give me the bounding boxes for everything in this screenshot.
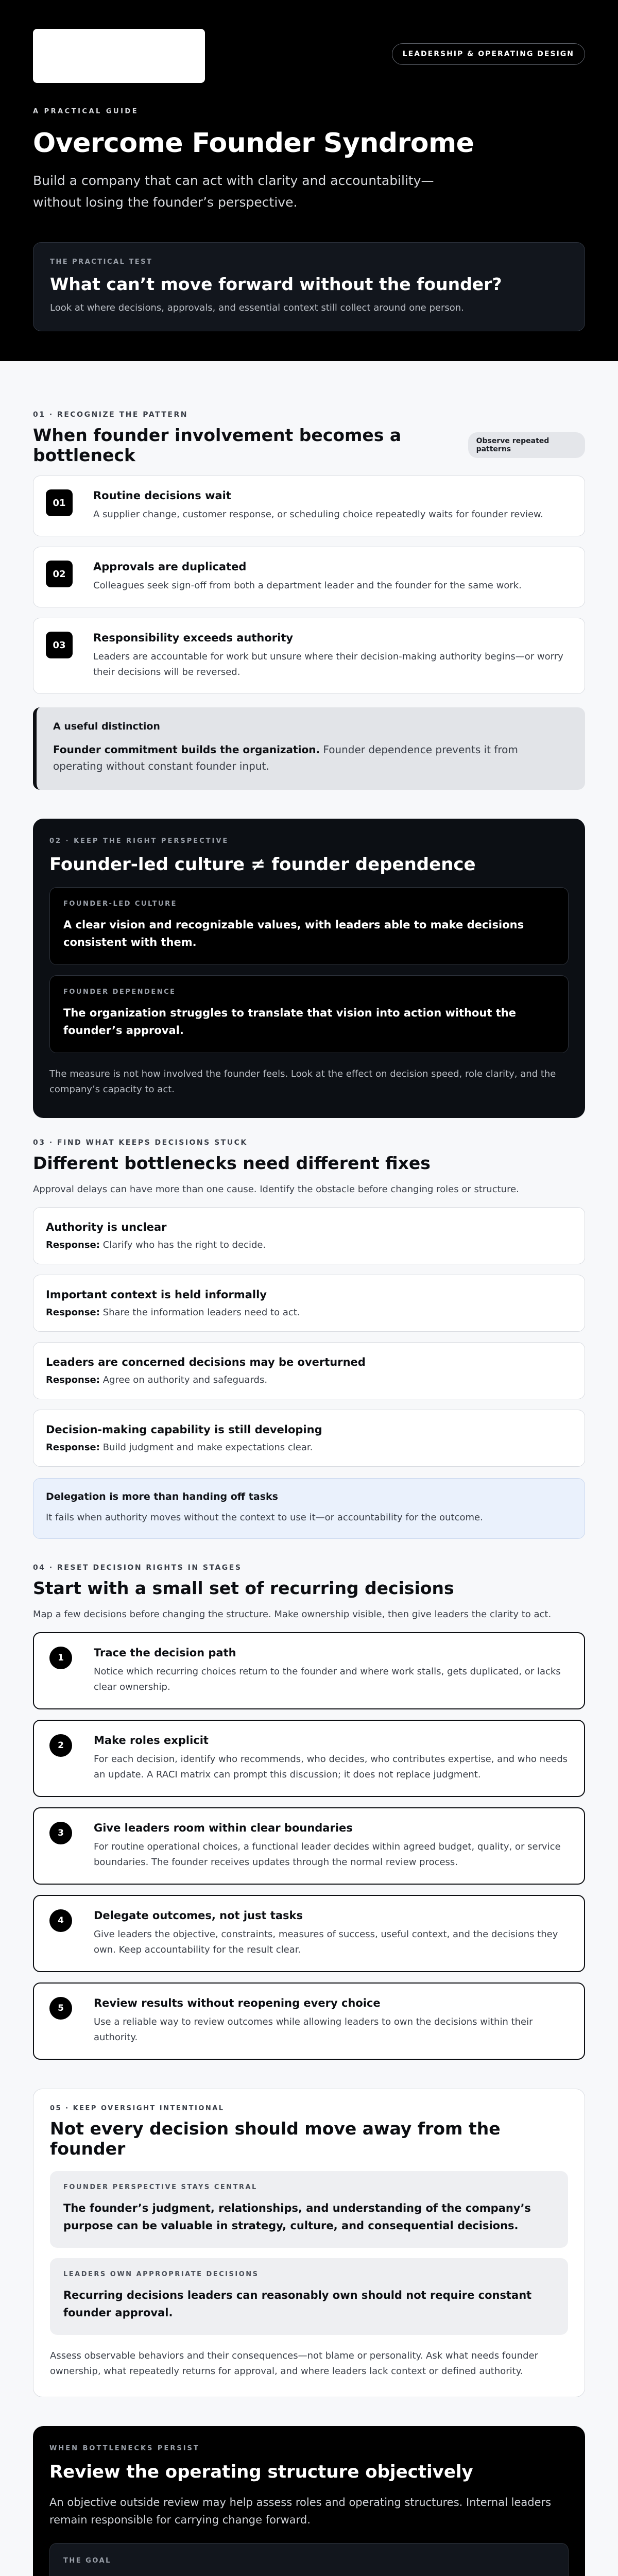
section-title: Different bottlenecks need different fixes: [33, 1153, 431, 1173]
response-label: Response:: [46, 1307, 100, 1318]
bottleneck-title: Leaders are concerned decisions may be overturned: [46, 1356, 366, 1368]
founder-perspective-eyebrow: FOUNDER PERSPECTIVE STAYS CENTRAL: [63, 2183, 258, 2191]
pattern-title: Routine decisions wait: [93, 489, 231, 502]
callout-bold: Founder commitment builds the organization.: [53, 743, 320, 756]
distinction-callout: [33, 707, 585, 790]
step-number: 5: [49, 1997, 72, 2020]
main-content: [0, 361, 618, 2576]
pattern-body: [93, 561, 522, 594]
practical-test-card: [33, 242, 585, 331]
response-label: Response:: [46, 1375, 100, 1385]
pattern-number: 01: [46, 489, 73, 516]
hero: [0, 0, 618, 361]
section-title: Not every decision should move away from the founder: [50, 2119, 501, 2159]
section-keep-perspective: [33, 819, 585, 1118]
bottleneck-title: Important context is held informally: [46, 1289, 267, 1301]
step-number: 3: [49, 1822, 72, 1844]
step-title: Give leaders room within clear boundaries: [94, 1822, 353, 1834]
step-title: Trace the decision path: [94, 1647, 236, 1659]
logo-placeholder: [33, 29, 205, 83]
step-text: Notice which recurring choices return to the founder and where work stalls, gets duplicated, or lacks clear ownership.: [94, 1666, 561, 1692]
callout-text: It fails when authority moves without the context to use it—or accountability for the outcome.: [46, 1512, 483, 1523]
response-text: Build judgment and make expectations clear.: [99, 1442, 313, 1453]
step-card: [33, 1895, 585, 1972]
section-eyebrow: 05 · KEEP OVERSIGHT INTENTIONAL: [50, 2105, 225, 2112]
goal-eyebrow: THE GOAL: [63, 2557, 111, 2565]
practical-test-title: What can’t move forward without the founder?: [50, 274, 502, 294]
goal-card: [49, 2543, 569, 2576]
step-body: [94, 1734, 572, 1783]
delegation-callout: [33, 1478, 585, 1539]
pattern-text: Leaders are accountable for work but unsure where their decision-making authority begins—or worry their decisions will be reversed.: [93, 651, 563, 677]
section-title: When founder involvement becomes a bottleneck: [33, 425, 402, 465]
step-text: Give leaders the objective, constraints, measures of success, useful context, and the decisions they own. Keep accountability for the result clear.: [94, 1929, 558, 1955]
step-card: [33, 1982, 585, 2060]
section-text: An objective outside review may help assess roles and operating structures. Internal leaders remain responsible for carrying change forward.: [49, 2496, 552, 2526]
step-number: 2: [49, 1734, 72, 1757]
bottleneck-card: [33, 1410, 585, 1467]
section-eyebrow: 03 · FIND WHAT KEEPS DECISIONS STUCK: [33, 1139, 248, 1147]
step-text: Use a reliable way to review outcomes while allowing leaders to own the decisions within their authority.: [94, 2016, 533, 2043]
leaders-own-card: [50, 2258, 568, 2335]
step-number: 1: [49, 1647, 72, 1669]
response-label: Response:: [46, 1442, 100, 1453]
section-title: Start with a small set of recurring decisions: [33, 1578, 454, 1598]
section-footnote: The measure is not how involved the founder feels. Look at the effect on decision speed, role clarity, and the company’s capacity to act.: [49, 1069, 556, 1095]
dependence-eyebrow: FOUNDER DEPENDENCE: [63, 988, 176, 996]
section-bottlenecks-persist: [33, 2426, 585, 2576]
section-eyebrow: 01 · RECOGNIZE THE PATTERN: [33, 411, 188, 419]
pattern-card: [33, 476, 585, 536]
goal-text: [63, 2574, 555, 2576]
section-eyebrow: 02 · KEEP THE RIGHT PERSPECTIVE: [49, 837, 229, 845]
section-title: Founder-led culture ≠ founder dependence: [49, 854, 476, 875]
culture-card: [49, 887, 569, 965]
step-body: [94, 1909, 572, 1958]
hero-top: [33, 29, 585, 83]
bottleneck-response: [46, 1442, 572, 1453]
section-recognize-pattern: [33, 411, 585, 790]
pattern-title: Responsibility exceeds authority: [93, 632, 294, 644]
response-text: Share the information leaders need to act.: [99, 1307, 300, 1318]
culture-text: A clear vision and recognizable values, with leaders able to make decisions consistent with them.: [63, 919, 524, 948]
section-keep-oversight: [33, 2089, 585, 2397]
section-intro: Approval delays can have more than one cause. Identify the obstacle before changing roles or structure.: [33, 1184, 519, 1195]
page-subtitle: Build a company that can act with clarity and accountability—without losing the founder’s perspective.: [33, 173, 434, 210]
step-text: For routine operational choices, a functional leader decides within agreed budget, quality, or service boundaries. The founder receives updates through the normal review process.: [94, 1841, 561, 1868]
section-head: [33, 425, 585, 465]
callout-title: Delegation is more than handing off tasks: [46, 1491, 278, 1502]
step-number: 4: [49, 1909, 72, 1932]
callout-title: A useful distinction: [53, 721, 160, 732]
bottleneck-card: [33, 1275, 585, 1332]
callout-text: [53, 741, 569, 774]
bottleneck-response: [46, 1375, 572, 1385]
culture-eyebrow: FOUNDER-LED CULTURE: [63, 900, 177, 908]
founder-perspective-card: [50, 2171, 568, 2248]
step-title: Review results without reopening every choice: [94, 1997, 381, 2009]
bottleneck-response: [46, 1240, 572, 1250]
pattern-text: Colleagues seek sign-off from both a department leader and the founder for the same work.: [93, 580, 522, 591]
section-find-stuck: [33, 1139, 585, 1539]
pattern-text: A supplier change, customer response, or scheduling choice repeatedly waits for founder review.: [93, 509, 543, 520]
section-title: Review the operating structure objectively: [49, 2462, 473, 2482]
section-reset-decisions: [33, 1564, 585, 2060]
bottleneck-card: [33, 1342, 585, 1399]
dependence-text: The organization struggles to translate that vision into action without the founder’s approval.: [63, 1007, 516, 1037]
pattern-card: [33, 618, 585, 694]
pattern-number: 02: [46, 561, 73, 587]
pattern-body: [93, 489, 543, 522]
step-title: Make roles explicit: [94, 1734, 209, 1747]
observe-badge: Observe repeated patterns: [468, 432, 585, 458]
leaders-own-eyebrow: LEADERS OWN APPROPRIATE DECISIONS: [63, 2270, 259, 2278]
response-text: Agree on authority and safeguards.: [99, 1375, 268, 1385]
bottleneck-title: Decision-making capability is still developing: [46, 1423, 322, 1436]
category-tag: LEADERSHIP & OPERATING DESIGN: [392, 43, 585, 65]
page-title: Overcome Founder Syndrome: [33, 128, 474, 159]
step-body: [94, 1647, 572, 1695]
section-eyebrow: WHEN BOTTLENECKS PERSIST: [49, 2445, 200, 2452]
response-label: Response:: [46, 1240, 100, 1250]
leaders-own-text: Recurring decisions leaders can reasonably own should not require constant founder approval.: [63, 2289, 532, 2319]
step-title: Delegate outcomes, not just tasks: [94, 1909, 303, 1922]
section-eyebrow: 04 · RESET DECISION RIGHTS IN STAGES: [33, 1564, 242, 1572]
section-intro: Map a few decisions before changing the structure. Make ownership visible, then give leaders the clarity to act.: [33, 1609, 552, 1620]
response-text: Clarify who has the right to decide.: [99, 1240, 266, 1250]
section-footnote: Assess observable behaviors and their consequences—not blame or personality. Ask what needs founder ownership, what repeatedly returns for approval, and where leaders lack context or defined authority.: [50, 2350, 538, 2377]
step-text: For each decision, identify who recommends, who decides, who contributes expertise, and who needs an update. A RACI matrix can prompt this discussion; it does not replace judgment.: [94, 1754, 568, 1780]
bottleneck-title: Authority is unclear: [46, 1221, 167, 1233]
step-card: [33, 1807, 585, 1885]
founder-perspective-text: The founder’s judgment, relationships, and understanding of the company’s purpose can be valuable in strategy, culture, and consequential decisions.: [63, 2202, 531, 2232]
pattern-title: Approvals are duplicated: [93, 561, 247, 573]
hero-eyebrow: A PRACTICAL GUIDE: [33, 108, 139, 115]
practical-test-text: Look at where decisions, approvals, and essential context still collect around one person.: [50, 302, 464, 313]
pattern-card: [33, 547, 585, 607]
dependence-card: [49, 975, 569, 1053]
bottleneck-card: [33, 1207, 585, 1264]
bottleneck-response: [46, 1307, 572, 1318]
pattern-number: 03: [46, 632, 73, 658]
step-body: [94, 1822, 572, 1870]
step-card: [33, 1720, 585, 1797]
practical-test-eyebrow: THE PRACTICAL TEST: [50, 258, 153, 266]
callout-rest: Founder dependence prevents it from operating without constant founder input.: [53, 743, 518, 772]
step-card: [33, 1632, 585, 1709]
pattern-body: [93, 632, 572, 680]
step-body: [94, 1997, 572, 2045]
